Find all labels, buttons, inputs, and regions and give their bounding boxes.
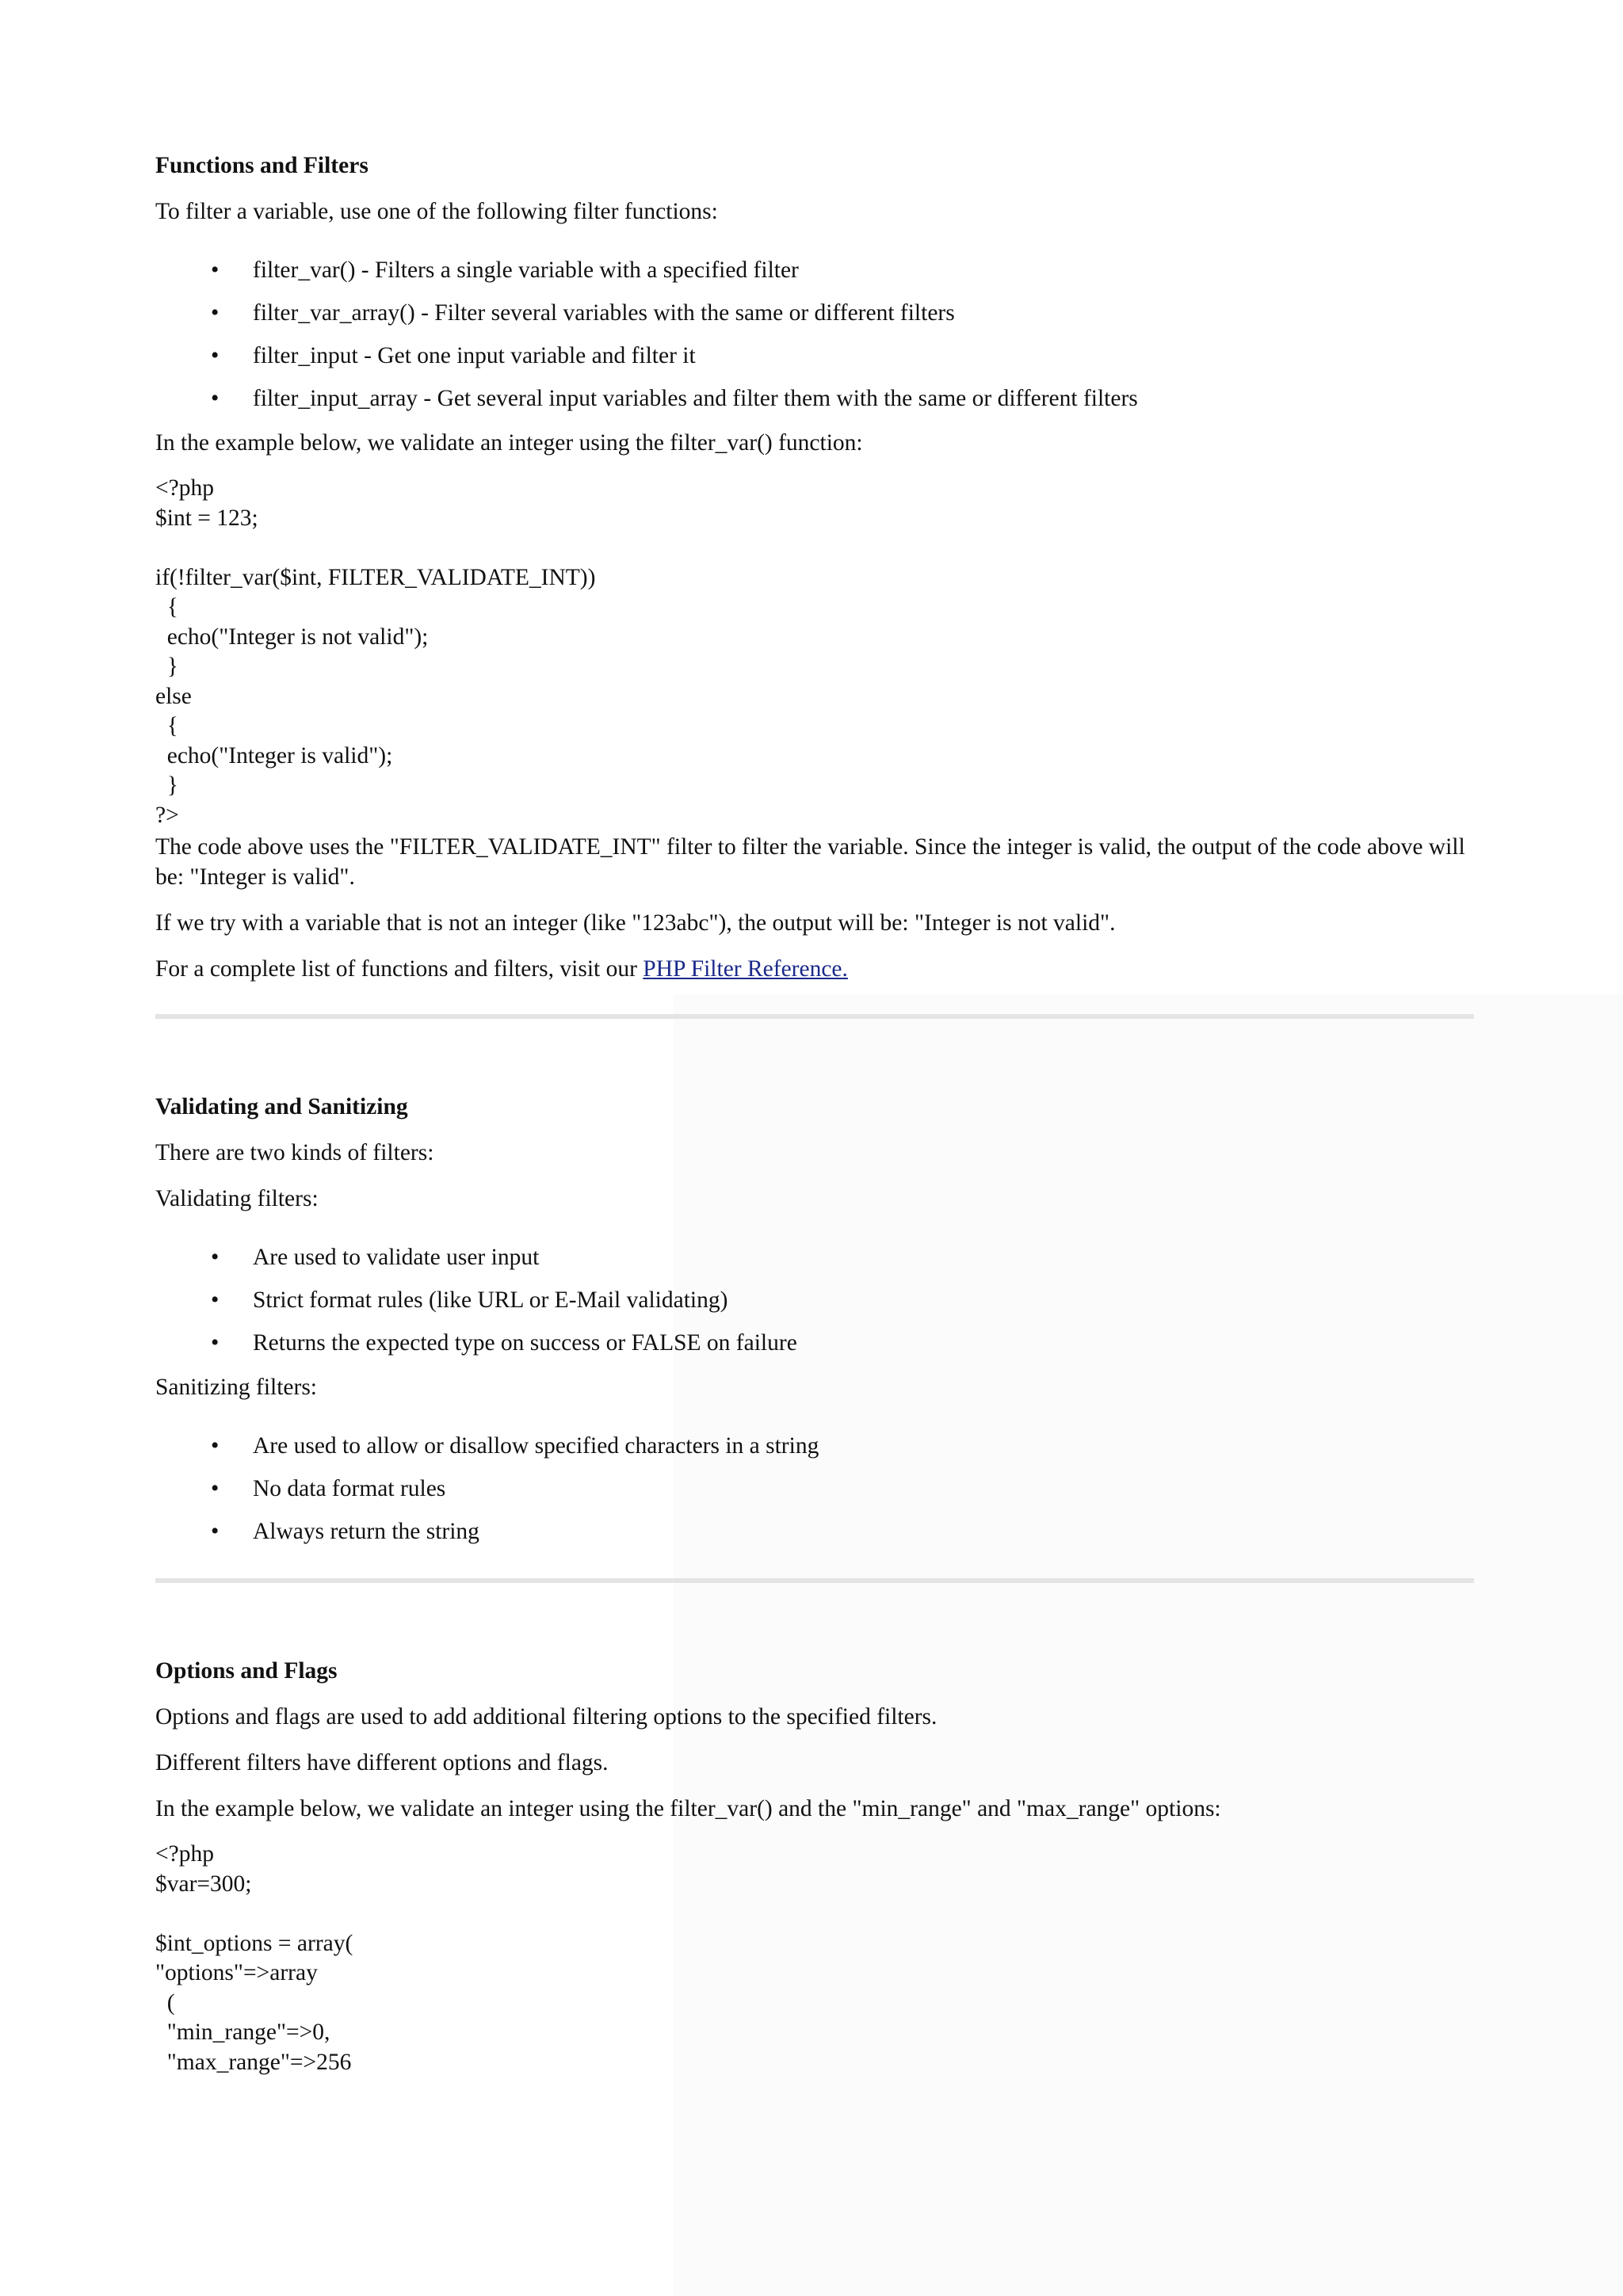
bullet-icon: • [211,386,220,411]
list-item: • filter_var_array() - Filter several variables with the same or different filters [155,298,1474,328]
list-item: • Returns the expected type on success or FALSE on failure [155,1328,1474,1358]
options-flags-p2: Different filters have different options and flags. [155,1750,609,1775]
validating-filters-label: Validating filters: [155,1186,319,1211]
code-explanation: The code above uses the "FILTER_VALIDATE_INT" filter to filter the variable. Since the integer is valid, the output of the code above will be: "Integer is valid". [155,834,1465,890]
bullet-icon: • [211,1519,220,1544]
bullet-icon: • [211,1330,220,1356]
php-code-example-1: <?php $int = 123; if(!filter_var($int, FILTER_VALIDATE_INT)) { echo("Integer is not valid"); } else { echo("Integer is valid"); } ?> [155,475,596,828]
bullet-icon: • [211,1245,220,1270]
options-flags-p3: In the example below, we validate an integer using the filter_var() and the "min_range" and "max_range" options: [155,1796,1221,1821]
list-item: • Always return the string [155,1516,1474,1547]
section2-intro: There are two kinds of filters: [155,1140,434,1165]
list-item: • No data format rules [155,1474,1474,1504]
bullet-icon: • [211,257,220,283]
reference-paragraph: For a complete list of functions and filters, visit our PHP Filter Reference. [155,956,848,982]
list-item: • Are used to allow or disallow specified characters in a string [155,1431,1474,1461]
bullet-icon: • [211,1476,220,1501]
list-item: • filter_input_array - Get several input variables and filter them with the same or different filters [155,383,1474,414]
options-flags-p1: Options and flags are used to add additional filtering options to the specified filters. [155,1704,938,1730]
filter-functions-list [155,255,1474,414]
list-item: • filter_var() - Filters a single variable with a specified filter [155,255,1474,285]
example-intro: In the example below, we validate an integer using the filter_var() function: [155,430,863,456]
section-divider [155,1578,1474,1583]
document-content [155,151,1474,2077]
bullet-icon: • [211,300,220,326]
php-code-example-2: <?php $var=300; $int_options = array( "options"=>array ( "min_range"=>0, "max_range"=>256 [155,1841,353,2075]
section-heading-options-flags: Options and Flags [155,1658,338,1684]
list-item: • filter_input - Get one input variable and filter it [155,341,1474,371]
list-item: • Strict format rules (like URL or E-Mail validating) [155,1285,1474,1315]
php-filter-reference-link[interactable]: PHP Filter Reference. [643,956,848,982]
section-divider [155,1014,1474,1019]
list-item: • Are used to validate user input [155,1242,1474,1272]
validating-filters-list [155,1242,1474,1358]
section-heading-validating-sanitizing: Validating and Sanitizing [155,1094,408,1119]
sanitizing-filters-list [155,1431,1474,1547]
section1-intro: To filter a variable, use one of the following filter functions: [155,199,718,224]
bullet-icon: • [211,343,220,368]
not-integer-note: If we try with a variable that is not an integer (like "123abc"), the output will be: "Integer is not valid". [155,910,1116,936]
bullet-icon: • [211,1287,220,1313]
sanitizing-filters-label: Sanitizing filters: [155,1375,318,1400]
bullet-icon: • [211,1433,220,1459]
section-heading-functions-filters: Functions and Filters [155,153,369,178]
